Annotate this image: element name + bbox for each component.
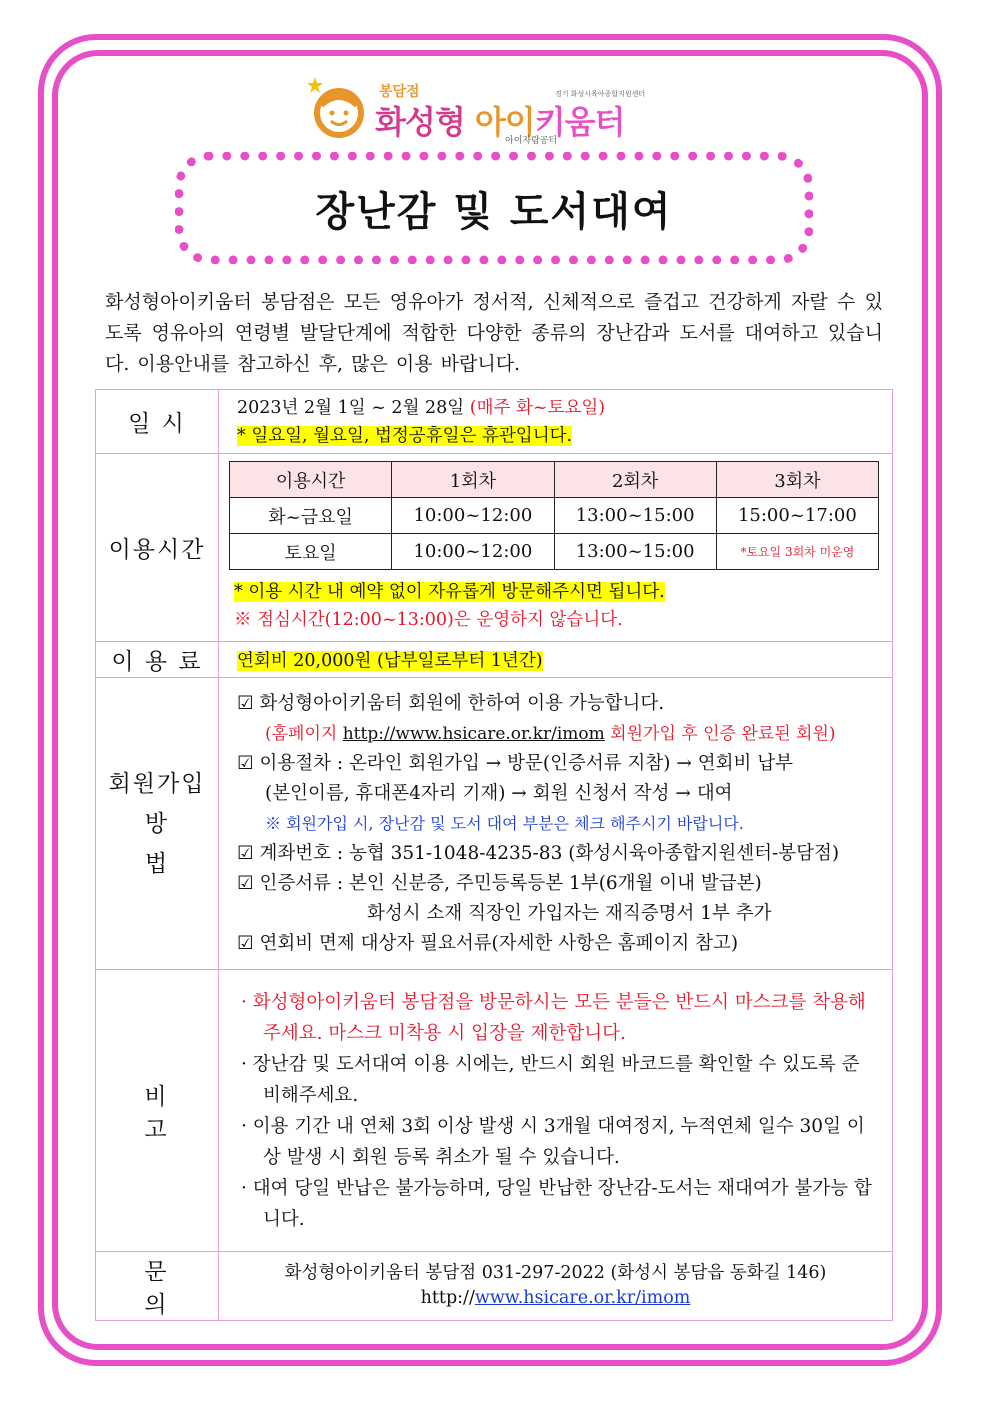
contact-url: http://www.hsicare.or.kr/imom: [420, 1288, 691, 1308]
logo: [305, 75, 705, 145]
row-fee: [96, 642, 893, 678]
join-check-note: ※ 회원가입 시, 장난감 및 도서 대여 부분은 체크 해주시기 바랍니다.: [265, 813, 744, 833]
page-title: 장난감 및 도서대여: [315, 188, 673, 235]
contact-link[interactable]: www.hsicare.or.kr/imom: [474, 1288, 691, 1308]
join-item-account: ☑ 계좌번호 : 농협 351-1048-4235-83 (화성시육아종합지원센터-봉담점): [237, 842, 840, 864]
row-hours: [96, 454, 893, 642]
fee-value: 연회비 20,000원 (납부일로부터 1년간): [237, 651, 543, 671]
logo-organization: 경기 화성시육아종합지원센터: [555, 90, 646, 98]
date-note: * 일요일, 월요일, 법정공휴일은 휴관입니다.: [237, 425, 573, 446]
logo-name: 화성형 아이키움터: [375, 103, 625, 141]
homepage-link[interactable]: http://www.hsicare.or.kr/imom: [342, 723, 605, 744]
label-join-1: 회원가입: [108, 770, 206, 797]
join-item-exemption: ☑ 연회비 면제 대상자 필요서류(자세한 사항은 홈페이지 참고): [237, 932, 739, 954]
remark-item: · 화성형아이키움터 봉담점을 방문하시는 모든 분들은 반드시 마스크를 착용해주세요. 마스크 미착용 시 입장을 제한합니다.: [241, 991, 866, 1044]
label-join-2: 방 법: [144, 810, 198, 877]
label-contact: 문 의: [96, 1252, 219, 1321]
date-period: 2023년 2월 1일 ~ 2월 28일 (매주 화~토요일): [237, 397, 606, 418]
hours-note-lunch: ※ 점심시간(12:00~13:00)은 운영하지 않습니다.: [234, 610, 623, 630]
label-date: 일 시: [96, 390, 219, 454]
hours-note-visit: * 이용 시간 내 예약 없이 자유롭게 방문해주시면 됩니다.: [234, 582, 665, 602]
schedule-table: [229, 461, 879, 570]
join-item-procedure-cont: (본인이름, 휴대폰4자리 기재) → 회원 신청서 작성 → 대여: [265, 782, 733, 804]
join-item-documents: ☑ 인증서류 : 본인 신분증, 주민등록등본 1부(6개월 이내 발급본): [237, 872, 762, 894]
intro-text: 화성형아이키움터 봉담점은 모든 영유아가 정서적, 신체적으로 즐겁고 건강하게 자랄 수 있도록 영유아의 연령별 발달단계에 적합한 다양한 종류의 장난감과 도서를 대여하고 있습니다. 이용안내를 참고하신 후, 많은 이용 바랍니다.: [105, 291, 883, 375]
join-item-documents-cont: 화성시 소재 직장인 가입자는 재직증명서 1부 추가: [367, 902, 772, 924]
row-remarks: [96, 970, 893, 1252]
remark-item: · 대여 당일 반납은 불가능하며, 당일 반납한 장난감-도서는 재대여가 불가능 합니다.: [241, 1177, 872, 1230]
logo-tagline: 아이자람공터: [505, 136, 558, 146]
join-item-eligibility: ☑ 화성형아이키움터 회원에 한하여 이용 가능합니다.: [237, 692, 665, 714]
schedule-row: 화~금요일 10:00~12:00 13:00~15:00 15:00~17:00: [230, 498, 879, 534]
logo-branch: 봉담점: [379, 84, 420, 100]
row-join: [96, 678, 893, 970]
date-days: (매주 화~토요일): [469, 397, 606, 418]
schedule-header: 이용시간 1회차 2회차 3회차: [230, 462, 879, 498]
title-box: [175, 152, 813, 264]
schedule-row: 토요일 10:00~12:00 13:00~15:00 *토요일 3회차 미운영: [230, 534, 879, 570]
contact-info: 화성형아이키움터 봉담점 031-297-2022 (화성시 봉담읍 동화길 146): [284, 1263, 827, 1283]
join-item-procedure: ☑ 이용절차 : 온라인 회원가입 → 방문(인증서류 지참) → 연회비 납부: [237, 752, 793, 774]
label-hours: 이용시간: [96, 454, 219, 642]
child-face-icon: [305, 75, 371, 141]
label-remarks: 비 고: [96, 970, 219, 1252]
row-date: [96, 390, 893, 454]
row-contact: [96, 1252, 893, 1321]
join-homepage-note: (홈페이지 http://www.hsicare.or.kr/imom 회원가입 후 인증 완료된 회원): [265, 723, 836, 744]
remark-item: · 장난감 및 도서대여 이용 시에는, 반드시 회원 바코드를 확인할 수 있도록 준비해주세요.: [241, 1053, 860, 1106]
remark-item: · 이용 기간 내 연체 3회 이상 발생 시 3개월 대여정지, 누적연체 일수 30일 이상 발생 시 회원 등록 취소가 될 수 있습니다.: [241, 1115, 865, 1168]
label-fee: 이 용 료: [96, 642, 219, 678]
info-table: [95, 389, 893, 1321]
